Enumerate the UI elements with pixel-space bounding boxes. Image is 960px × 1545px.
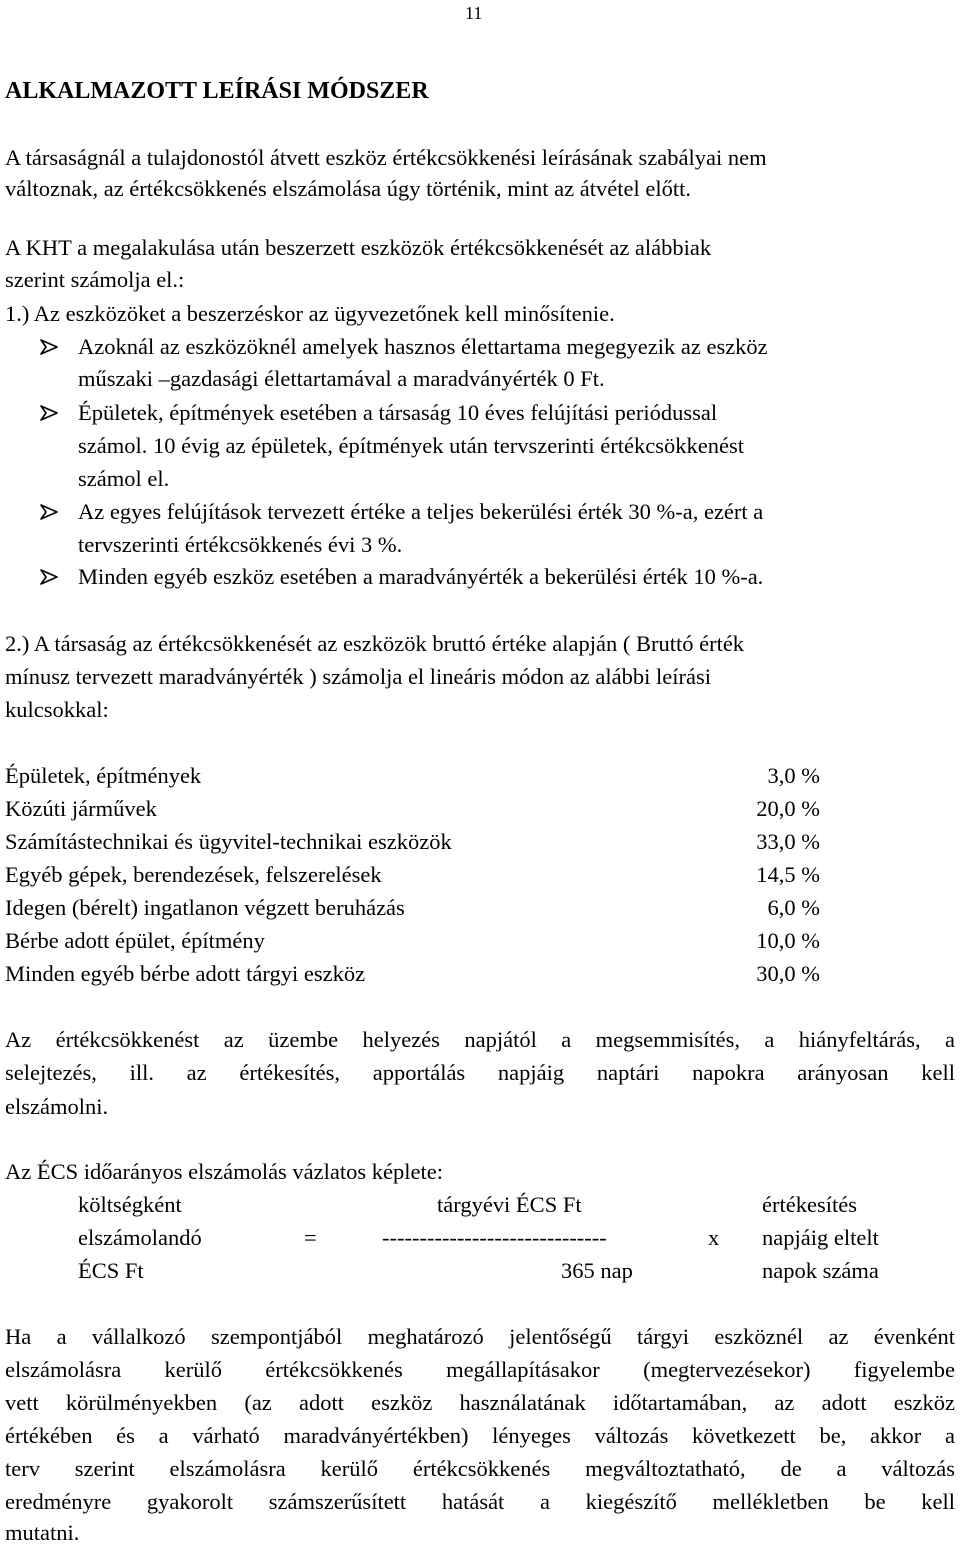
- rate-label: Idegen (bérelt) ingatlanon végzett beruházás: [5, 895, 405, 920]
- formula-numerator: tárgyévi ÉCS Ft: [437, 1192, 582, 1217]
- rate-label: Egyéb gépek, berendezések, felszerelések: [5, 862, 382, 887]
- page-number: 11: [465, 3, 483, 23]
- arrow-bullet-icon: [40, 503, 58, 521]
- page-title: ALKALMAZOTT LEÍRÁSI MÓDSZER: [5, 78, 429, 104]
- bullet-item-line: Épületek, építmények esetében a társaság 10 éves felújítási periódussal: [78, 400, 718, 425]
- bullet-item-line: műszaki –gazdasági élettartamával a maradványérték 0 Ft.: [78, 366, 605, 391]
- formula-equals-sign: =: [304, 1225, 317, 1250]
- intro-line: változnak, az értékcsökkenés elszámolása úgy történik, mint az átvétel előtt.: [5, 176, 691, 201]
- bullet-item-line: Azoknál az eszközöknél amelyek hasznos élettartama megegyezik az eszköz: [78, 334, 768, 359]
- arrow-bullet-icon: [40, 338, 58, 356]
- formula-right-term: napok száma: [762, 1258, 879, 1283]
- rate-value: 6,0 %: [767, 895, 820, 920]
- rate-value: 3,0 %: [767, 763, 820, 788]
- point-2-line: mínusz tervezett maradványérték ) számolja el lineáris módon az alábbi leírási: [5, 664, 711, 689]
- rate-label: Bérbe adott épület, építmény: [5, 928, 265, 953]
- rate-label: Épületek, építmények: [5, 763, 202, 788]
- rate-value: 20,0 %: [756, 796, 820, 821]
- closing-line: vett körülményekben (az adott eszköz használatának időtartamában, az adott eszköz: [5, 1390, 955, 1415]
- formula-fraction-line: ------------------------------: [382, 1225, 607, 1250]
- arrow-bullet-icon: [40, 404, 58, 422]
- timing-line: selejtezés, ill. az értékesítés, apportálás napjáig naptári napokra arányosan kell: [5, 1060, 955, 1085]
- rate-value: 14,5 %: [756, 862, 820, 887]
- rate-label: Minden egyéb bérbe adott tárgyi eszköz: [5, 961, 366, 986]
- timing-line: Az értékcsökkenést az üzembe helyezés napjától a megsemmisítés, a hiányfeltárás, a: [5, 1027, 955, 1052]
- closing-line: mutatni.: [5, 1520, 80, 1545]
- formula-right-term: értékesítés: [762, 1192, 857, 1217]
- formula-left-term: költségként: [78, 1192, 182, 1217]
- arrow-bullet-icon: [40, 568, 58, 586]
- rate-value: 30,0 %: [756, 961, 820, 986]
- closing-line: értékében és a várható maradványértékben) lényeges változás következett be, akkor a: [5, 1423, 955, 1448]
- formula-heading: Az ÉCS időarányos elszámolás vázlatos képlete:: [5, 1159, 443, 1184]
- formula-right-term: napjáig eltelt: [762, 1225, 879, 1250]
- formula-left-term: ÉCS Ft: [78, 1258, 144, 1283]
- formula-times-sign: x: [708, 1225, 720, 1250]
- closing-line: eredményre gyakorolt számszerűsített hatását a kiegészítő mellékletben be kell: [5, 1489, 955, 1514]
- closing-line: terv szerint elszámolásra kerülő értékcsökkenés megváltoztatható, de a változás: [5, 1456, 955, 1481]
- closing-line: Ha a vállalkozó szempontjából meghatározó jelentőségű tárgyi eszköznél az évenként: [5, 1324, 955, 1349]
- intro-line: A társaságnál a tulajdonostól átvett eszköz értékcsökkenési leírásának szabályai nem: [5, 145, 767, 170]
- formula-left-term: elszámolandó: [78, 1225, 202, 1250]
- kht-line: A KHT a megalakulása után beszerzett eszközök értékcsökkenését az alábbiak: [5, 235, 712, 260]
- formula-denominator: 365 nap: [561, 1258, 633, 1283]
- timing-line: elszámolni.: [5, 1094, 109, 1119]
- point-2-line: 2.) A társaság az értékcsökkenését az eszközök bruttó értéke alapján ( Bruttó érték: [5, 631, 745, 656]
- bullet-item-line: számol. 10 évig az épületek, építmények után tervszerinti értékcsökkenést: [78, 433, 745, 458]
- rate-label: Közúti járművek: [5, 796, 157, 821]
- rate-label: Számítástechnikai és ügyvitel-technikai eszközök: [5, 829, 452, 854]
- bullet-item-line: tervszerinti értékcsökkenés évi 3 %.: [78, 532, 403, 557]
- bullet-item-line: Az egyes felújítások tervezett értéke a teljes bekerülési érték 30 %-a, ezért a: [78, 499, 764, 524]
- point-2-line: kulcsokkal:: [5, 697, 109, 722]
- rate-value: 10,0 %: [756, 928, 820, 953]
- closing-line: elszámolásra kerülő értékcsökkenés megállapításakor (megtervezésekor) figyelembe: [5, 1357, 955, 1382]
- kht-line: szerint számolja el.:: [5, 267, 185, 292]
- point-1: 1.) Az eszközöket a beszerzéskor az ügyvezetőnek kell minősítenie.: [5, 301, 615, 326]
- bullet-item-line: számol el.: [78, 466, 170, 491]
- rate-value: 33,0 %: [756, 829, 820, 854]
- bullet-item-line: Minden egyéb eszköz esetében a maradványérték a bekerülési érték 10 %-a.: [78, 564, 764, 589]
